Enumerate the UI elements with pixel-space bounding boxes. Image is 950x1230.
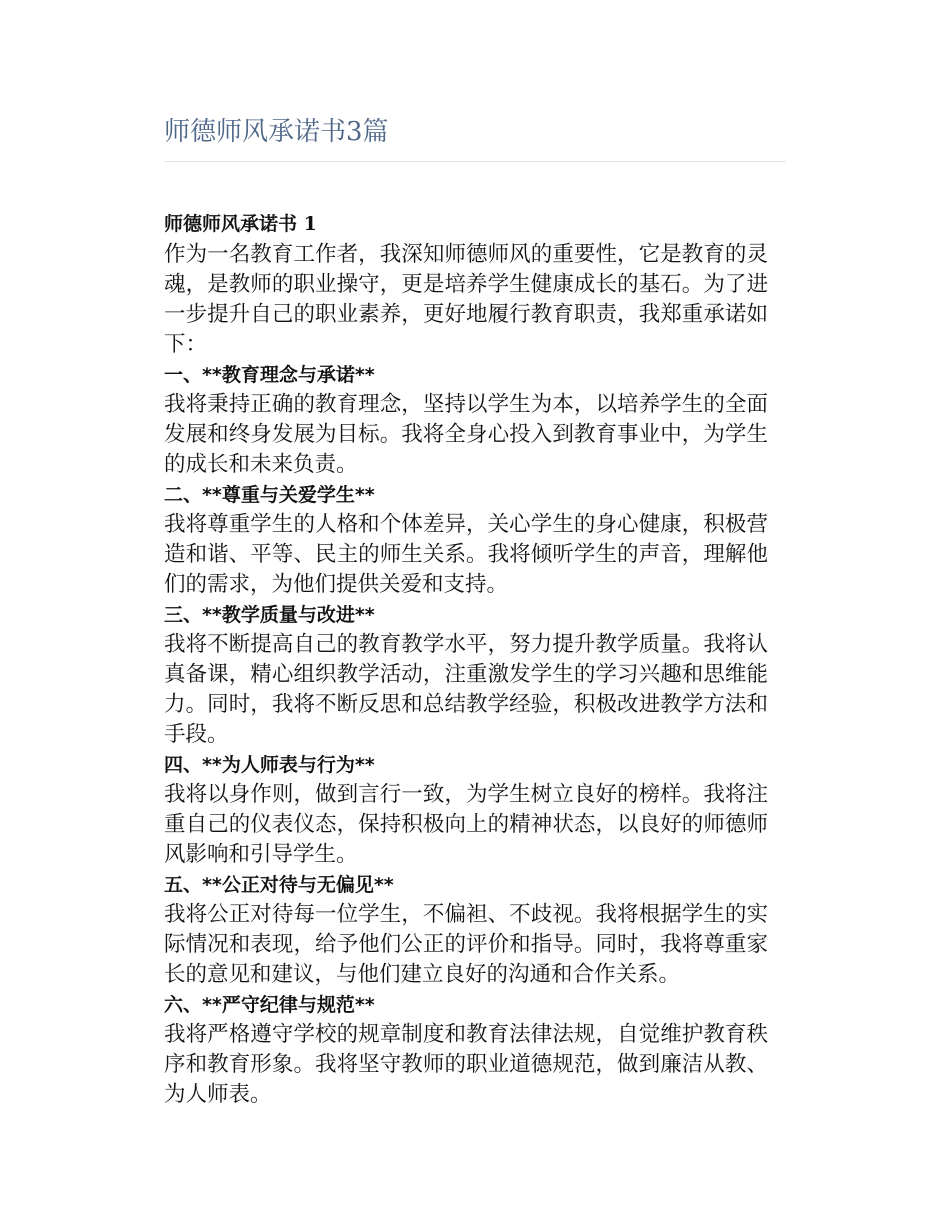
letter-subtitle: 师德师风承诺书 1 bbox=[164, 213, 317, 235]
section-body: 我将不断提高自己的教育教学水平，努力提升教学质量。我将认真备课，精心组织教学活动，注重激发学生的学习兴趣和思维能力。同时，我将不断反思和总结教学经验，积极改进教学方法和手段。 bbox=[164, 632, 768, 747]
section-4 bbox=[164, 750, 768, 870]
section-heading: 二、**尊重与关爱学生** bbox=[164, 484, 375, 506]
section-5 bbox=[164, 870, 768, 990]
section-body: 我将公正对待每一位学生，不偏袒、不歧视。我将根据学生的实际情况和表现，给予他们公正的评价和指导。同时，我将尊重家长的意见和建议，与他们建立良好的沟通和合作关系。 bbox=[164, 902, 768, 987]
section-6 bbox=[164, 990, 768, 1110]
section-3 bbox=[164, 600, 768, 750]
section-body: 我将以身作则，做到言行一致，为学生树立良好的榜样。我将注重自己的仪表仪态，保持积极向上的精神状态，以良好的师德师风影响和引导学生。 bbox=[164, 782, 768, 867]
section-body: 我将严格遵守学校的规章制度和教育法律法规，自觉维护教育秩序和教育形象。我将坚守教师的职业道德规范，做到廉洁从教、为人师表。 bbox=[164, 1022, 768, 1107]
section-heading: 五、**公正对待与无偏见** bbox=[164, 874, 394, 896]
section-2 bbox=[164, 480, 768, 600]
section-body: 我将尊重学生的人格和个体差异，关心学生的身心健康，积极营造和谐、平等、民主的师生关系。我将倾听学生的声音，理解他们的需求，为他们提供关爱和支持。 bbox=[164, 512, 768, 597]
section-1 bbox=[164, 360, 768, 480]
section-heading: 三、**教学质量与改进** bbox=[164, 604, 375, 626]
title-divider bbox=[164, 161, 786, 162]
section-heading: 六、**严守纪律与规范** bbox=[164, 994, 375, 1016]
document-title: 师德师风承诺书3篇 bbox=[164, 117, 389, 147]
intro-paragraph: 作为一名教育工作者，我深知师德师风的重要性，它是教育的灵魂，是教师的职业操守，更是培养学生健康成长的基石。为了进一步提升自己的职业素养，更好地履行教育职责，我郑重承诺如下： bbox=[164, 242, 768, 357]
document-body bbox=[164, 208, 768, 1110]
section-body: 我将秉持正确的教育理念，坚持以学生为本，以培养学生的全面发展和终身发展为目标。我将全身心投入到教育事业中，为学生的成长和未来负责。 bbox=[164, 392, 768, 477]
section-heading: 四、**为人师表与行为** bbox=[164, 754, 375, 776]
section-heading: 一、**教育理念与承诺** bbox=[164, 364, 375, 386]
